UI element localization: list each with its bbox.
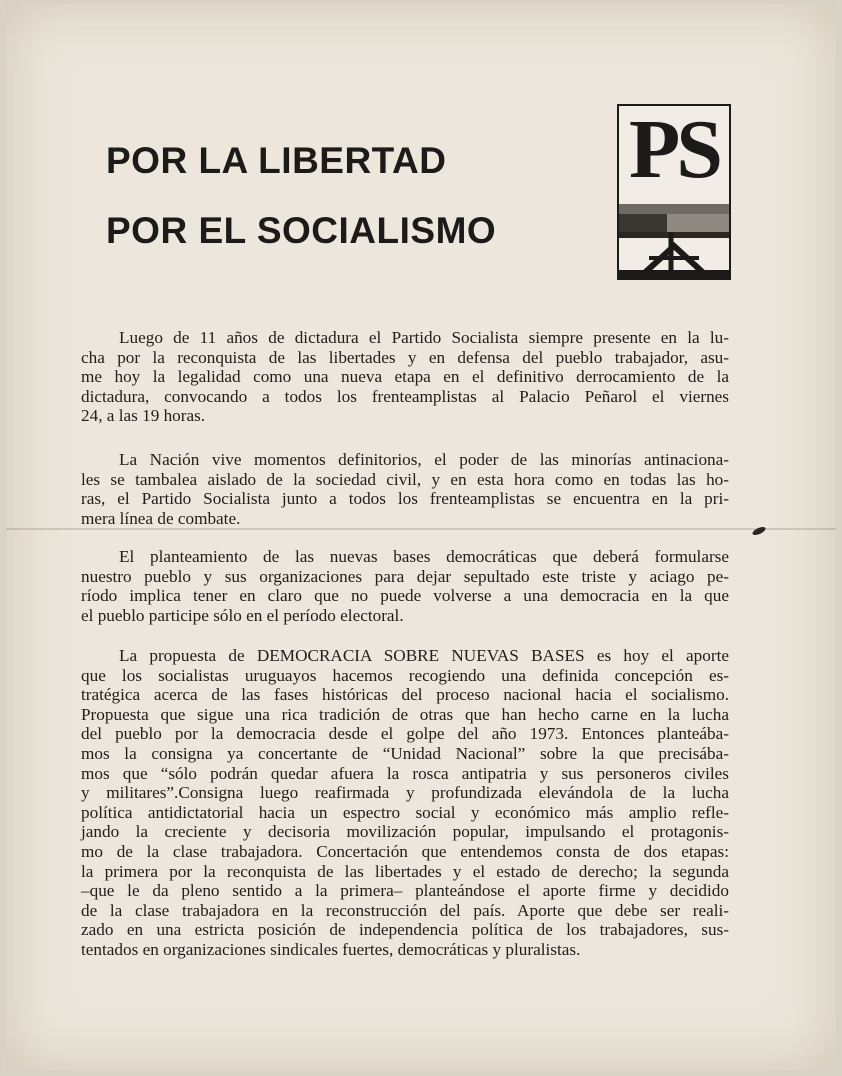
paragraph-line: del pueblo por la democracia desde el golpe del año 1973. Entonces planteába-	[81, 724, 729, 744]
paragraph-line: me hoy la legalidad como una nueva etapa en el definitivo derrocamiento de la	[81, 367, 729, 387]
paragraph-line: La propuesta de DEMOCRACIA SOBRE NUEVAS BASES es hoy el aporte	[119, 646, 729, 665]
paragraph-line: política antidictatorial hacia un espectro social y económico más amplio refle-	[81, 802, 729, 822]
paragraph-line: mo de la clase trabajadora. Concertación que entendemos consta de dos etapas:	[81, 841, 729, 861]
paragraph-line: Luego de 11 años de dictadura el Partido Socialista siempre presente en la lu-	[119, 328, 729, 347]
paragraph-line: ras, el Partido Socialista junto a todos los frenteamplistas se encuentra en la pri-	[81, 489, 729, 509]
paragraph-2	[81, 450, 729, 528]
headline-line-1: POR LA LIBERTAD	[106, 140, 447, 181]
paragraph-line: jando la creciente y decisoria movilización popular, impulsando el protagonis-	[81, 822, 729, 842]
paragraph-line: les se tambalea aislado de la sociedad civil, y en esta hora como en todas las ho-	[81, 469, 729, 489]
paragraph-line: nuestro pueblo y sus organizaciones para dejar sepultado este triste y aciago pe-	[81, 566, 729, 586]
paragraph-line: La Nación vive momentos definitorios, el poder de las minorías antinaciona-	[119, 450, 729, 469]
paragraph-line: de la clase trabajadora en la reconstrucción del país. Aporte que debe ser reali-	[81, 900, 729, 920]
paragraph-line: la primera por la reconquista de las libertades y el estado de derecho; la segunda	[81, 861, 729, 881]
paragraph-line: cha por la reconquista de las libertades y en defensa del pueblo trabajador, asu-	[81, 347, 729, 367]
paragraph-line: dictadura, convocando a todos los frenteamplistas al Palacio Peñarol el viernes	[81, 386, 729, 406]
paragraph-1	[81, 328, 729, 426]
paragraph-line: zado en una estricta posición de independencia política de los trabajadores, sus-	[81, 920, 729, 940]
paragraph-line: El planteamiento de las nuevas bases democráticas que deberá formularse	[119, 547, 729, 566]
paragraph-line: tentados en organizaciones sindicales fuertes, democráticas y pluralistas.	[81, 939, 581, 959]
paragraph-line: 24, a las 19 horas.	[81, 406, 206, 426]
paragraph-3	[81, 547, 729, 625]
party-emblem-icon	[617, 104, 731, 280]
paragraph-line: ríodo implica tener en claro que no puede volverse a una democracia en la que	[81, 586, 729, 606]
paragraph-line: tratégica acerca de las fases históricas del proceso nacional hacia el socialismo.	[81, 685, 729, 705]
paragraph-line: y militares”.Consigna luego reafirmada y profundizada elevándola de la lucha	[81, 783, 729, 803]
paragraph-line: Propuesta que sigue una rica tradición de otras que han hecho carne en la lucha	[81, 704, 729, 724]
paragraph-line: el pueblo participe sólo en el período electoral.	[81, 605, 404, 625]
headline-line-2: POR EL SOCIALISMO	[106, 210, 497, 251]
paragraph-line: mos que “sólo podrán quedar afuera la rosca antipatria y sus personeros civiles	[81, 763, 729, 783]
paragraph-line: mera línea de combate.	[81, 508, 241, 528]
paragraph-line: –que le da pleno sentido a la primera– planteándose el aporte firme y decidido	[81, 881, 729, 901]
paragraph-line: mos la consigna ya concertante de “Unidad Nacional” sobre la que precisába-	[81, 743, 729, 763]
paragraph-line: que los socialistas uruguayos hacemos recogiendo una definida concepción es-	[81, 665, 729, 685]
paragraph-4	[81, 646, 729, 960]
logo-artwork	[619, 198, 729, 278]
logo-text: PS	[628, 104, 720, 196]
